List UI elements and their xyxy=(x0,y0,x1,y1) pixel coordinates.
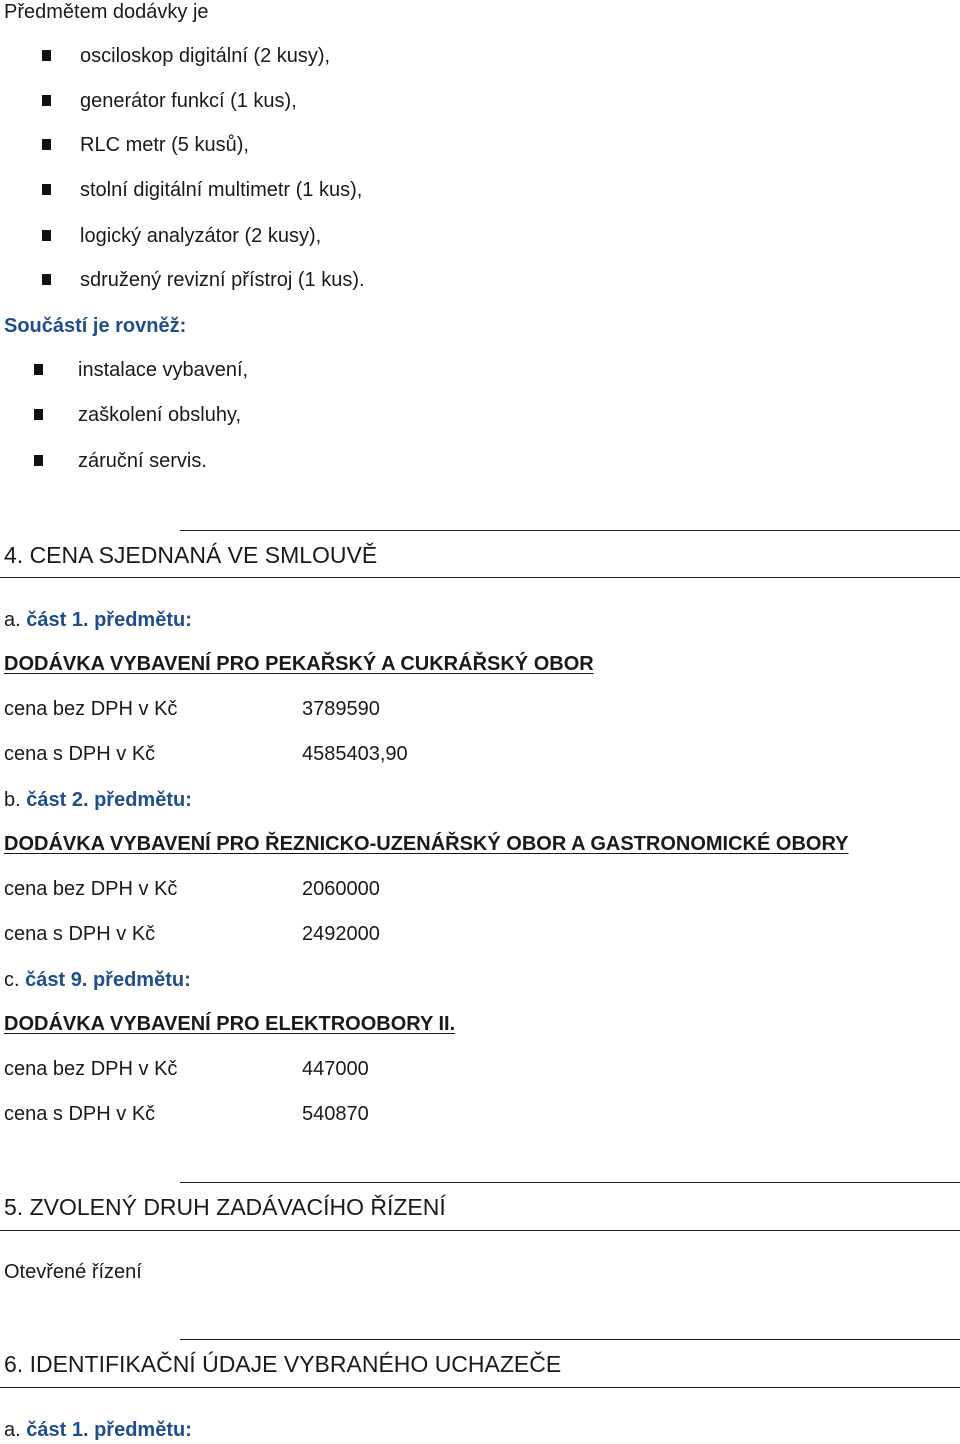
price-with-vat-value: 2492000 xyxy=(302,923,380,945)
part-label xyxy=(4,608,192,632)
also-included-label: Součástí je rovněž: xyxy=(4,315,187,337)
section-divider-top xyxy=(180,530,960,531)
price-with-vat-value: 4585403,90 xyxy=(302,743,408,765)
part-name: DODÁVKA VYBAVENÍ PRO ŘEZNICKO-UZENÁŘSKÝ OBOR A GASTRONOMICKÉ OBORY xyxy=(4,833,849,855)
price-without-vat-value: 2060000 xyxy=(302,878,380,900)
price-without-vat-label: cena bez DPH v Kč xyxy=(4,698,178,720)
part-label-text: část 1. předmětu: xyxy=(26,1419,192,1441)
list-item-text: generátor funkcí (1 kus), xyxy=(80,90,297,112)
part-prefix: a. xyxy=(4,609,21,631)
price-with-vat-label: cena s DPH v Kč xyxy=(4,1103,156,1125)
square-bullet-icon xyxy=(42,139,51,150)
square-bullet-icon xyxy=(42,50,51,61)
price-with-vat-value: 540870 xyxy=(302,1103,369,1125)
square-bullet-icon xyxy=(42,184,51,195)
square-bullet-icon xyxy=(42,274,51,285)
square-bullet-icon xyxy=(34,364,43,375)
list-item-text: záruční servis. xyxy=(78,450,207,472)
part-label-text: část 9. předmětu: xyxy=(25,969,191,991)
part-name: DODÁVKA VYBAVENÍ PRO PEKAŘSKÝ A CUKRÁŘSKÝ OBOR xyxy=(4,653,594,675)
section-divider-top xyxy=(180,1339,960,1340)
procedure-type-value: Otevřené řízení xyxy=(4,1261,142,1283)
price-without-vat-label: cena bez DPH v Kč xyxy=(4,1058,178,1080)
square-bullet-icon xyxy=(34,409,43,420)
list-item-text: zaškolení obsluhy, xyxy=(78,404,242,426)
part-label-text: část 1. předmětu: xyxy=(26,609,192,631)
section-4-title: 4. CENA SJEDNANÁ VE SMLOUVĚ xyxy=(4,542,378,568)
part-label xyxy=(4,788,192,812)
intro-text: Předmětem dodávky je xyxy=(4,1,209,23)
square-bullet-icon xyxy=(34,455,43,466)
price-without-vat-label: cena bez DPH v Kč xyxy=(4,878,178,900)
list-item-text: RLC metr (5 kusů), xyxy=(80,134,249,156)
square-bullet-icon xyxy=(42,230,51,241)
part-prefix: b. xyxy=(4,789,21,811)
part-label xyxy=(4,1418,192,1442)
part-prefix: c. xyxy=(4,969,20,991)
price-without-vat-value: 3789590 xyxy=(302,698,380,720)
square-bullet-icon xyxy=(42,95,51,106)
section-divider-bottom xyxy=(0,1230,960,1231)
price-with-vat-label: cena s DPH v Kč xyxy=(4,923,156,945)
list-item-text: osciloskop digitální (2 kusy), xyxy=(80,45,331,67)
part-label xyxy=(4,968,191,992)
section-5-title: 5. ZVOLENÝ DRUH ZADÁVACÍHO ŘÍZENÍ xyxy=(4,1194,446,1220)
list-item-text: logický analyzátor (2 kusy), xyxy=(80,225,322,247)
list-item-text: stolní digitální multimetr (1 kus), xyxy=(80,179,363,201)
list-item-text: sdružený revizní přístroj (1 kus). xyxy=(80,269,365,291)
section-divider-top xyxy=(180,1182,960,1183)
section-6-title: 6. IDENTIFIKAČNÍ ÚDAJE VYBRANÉHO UCHAZEČE xyxy=(4,1351,562,1377)
part-prefix: a. xyxy=(4,1419,21,1441)
section-divider-bottom xyxy=(0,1387,960,1388)
section-divider-bottom xyxy=(0,577,960,578)
part-label-text: část 2. předmětu: xyxy=(26,789,192,811)
list-item-text: instalace vybavení, xyxy=(78,359,249,381)
part-name: DODÁVKA VYBAVENÍ PRO ELEKTROOBORY II. xyxy=(4,1013,456,1035)
price-with-vat-label: cena s DPH v Kč xyxy=(4,743,156,765)
price-without-vat-value: 447000 xyxy=(302,1058,369,1080)
